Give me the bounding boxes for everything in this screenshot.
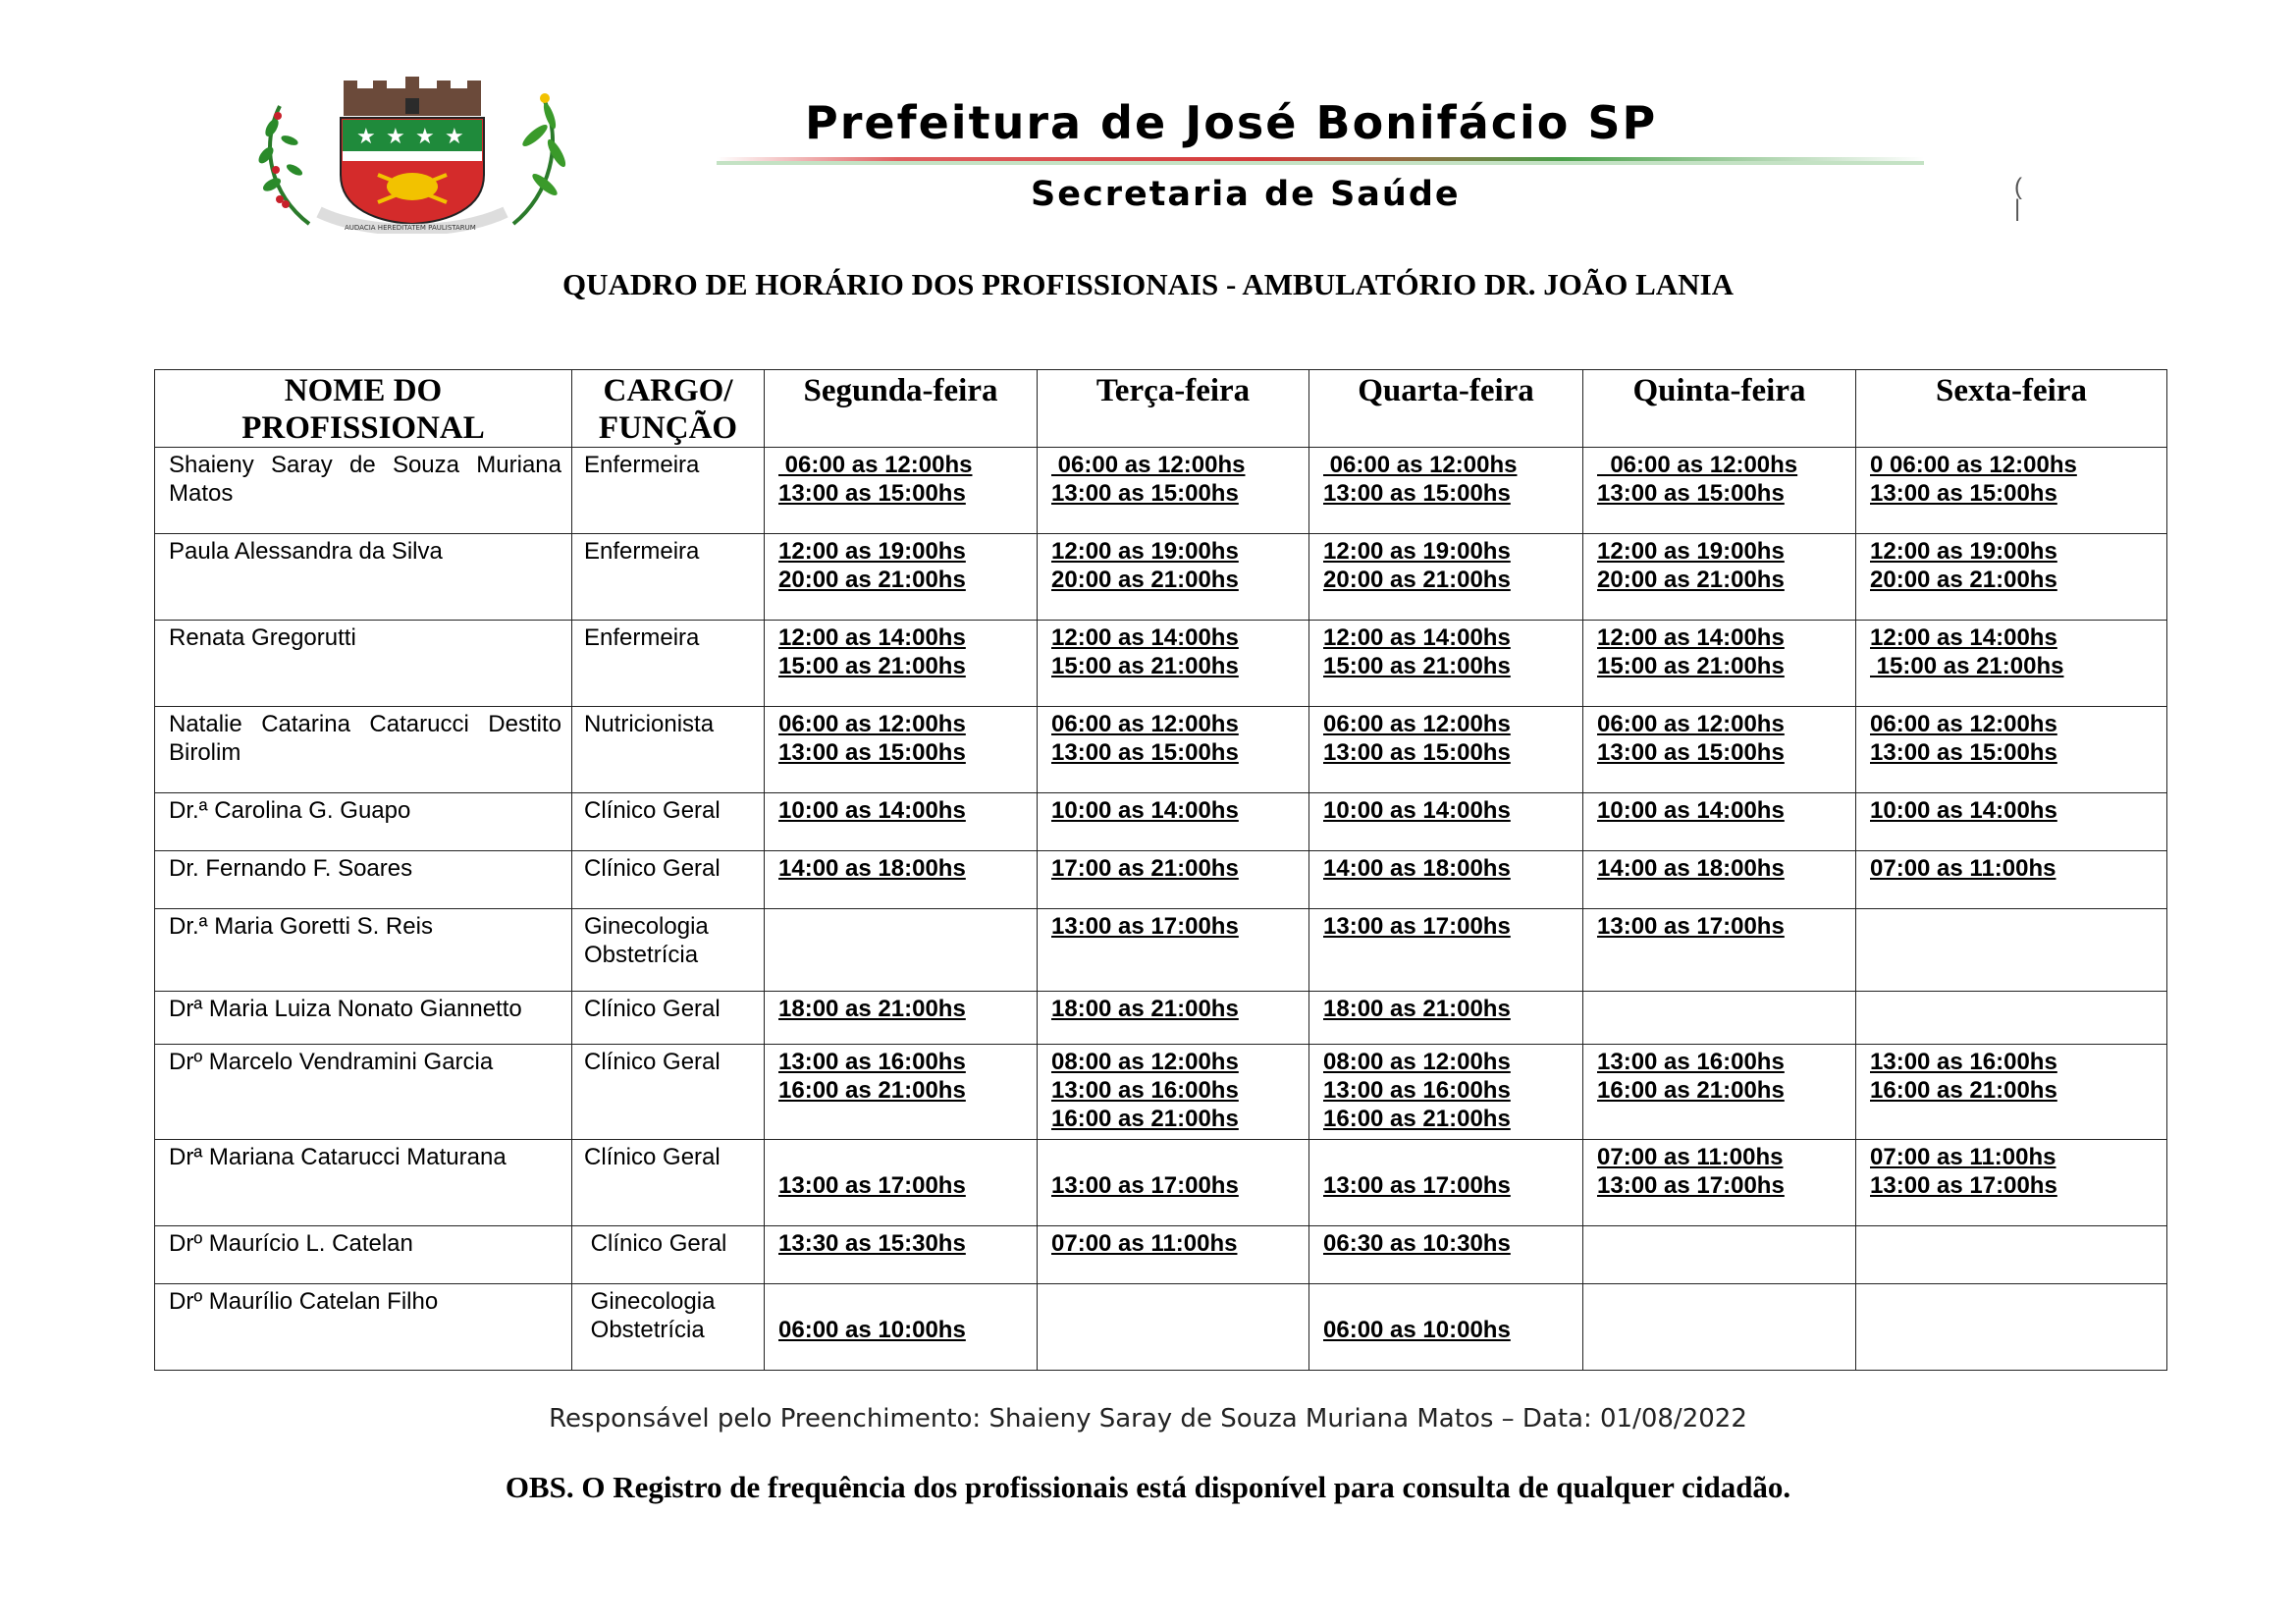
schedule-cell: [1038, 851, 1309, 909]
time-slot: 13:00 as 17:00hs: [1051, 1172, 1239, 1199]
column-header: Quarta-feira: [1309, 370, 1583, 448]
schedule-cell: [1856, 851, 2167, 909]
professional-role: Ginecologia Obstetrícia: [572, 1284, 765, 1371]
time-slot: 20:00 as 21:00hs: [1870, 567, 2057, 593]
schedule-cell: [1583, 707, 1856, 793]
schedule-cell: [1856, 1045, 2167, 1140]
schedule-cell: [1583, 851, 1856, 909]
table-body: [155, 448, 2167, 1371]
column-header: NOME DO PROFISSIONAL: [155, 370, 572, 448]
header-divider: [717, 157, 1924, 165]
schedule-cell: [1583, 1226, 1856, 1284]
time-slot: 06:00 as 12:00hs: [1051, 711, 1239, 737]
time-slot: [778, 1287, 1027, 1316]
time-slot: 06:00 as 12:00hs: [1323, 711, 1511, 737]
page-edge-mark: ( |: [2014, 174, 2022, 222]
crest-motto: AUDACIA HEREDITATEM PAULISTARUM: [345, 224, 476, 232]
time-slot: 20:00 as 21:00hs: [1051, 567, 1239, 593]
secretariat-title: Secretaria de Saúde: [1031, 175, 1461, 214]
time-slot: 10:00 as 14:00hs: [1323, 797, 1511, 824]
time-slot: 18:00 as 21:00hs: [1323, 996, 1511, 1022]
professional-role: Ginecologia Obstetrícia: [572, 909, 765, 992]
svg-text:★: ★: [415, 124, 435, 148]
time-slot: 06:00 as 12:00hs: [1597, 711, 1785, 737]
svg-text:★: ★: [356, 124, 376, 148]
schedule-table: [154, 369, 2167, 1371]
schedule-cell: [1583, 534, 1856, 621]
schedule-cell: [1038, 793, 1309, 851]
table-header-row: [155, 370, 2167, 448]
time-slot: 13:00 as 15:00hs: [1597, 480, 1785, 507]
time-slot: 12:00 as 14:00hs: [1597, 624, 1785, 651]
schedule-cell: [1856, 1140, 2167, 1226]
time-slot: 13:00 as 15:00hs: [778, 739, 966, 766]
time-slot: 14:00 as 18:00hs: [778, 855, 966, 882]
time-slot: 14:00 as 18:00hs: [1597, 855, 1785, 882]
time-slot: 07:00 as 11:00hs: [1870, 1144, 2056, 1170]
table-row: [155, 992, 2167, 1045]
time-slot: 15:00 as 21:00hs: [1870, 653, 2064, 679]
table-row: [155, 448, 2167, 534]
schedule-cell: [1309, 1284, 1583, 1371]
schedule-cell: [1309, 1045, 1583, 1140]
professional-name: Drº Marcelo Vendramini Garcia: [155, 1045, 572, 1140]
time-slot: 06:30 as 10:30hs: [1323, 1230, 1511, 1257]
schedule-cell: [1038, 1045, 1309, 1140]
time-slot: 13:00 as 15:00hs: [778, 480, 966, 507]
schedule-cell: [765, 1226, 1038, 1284]
professional-name: Natalie Catarina Catarucci Destito Birolim: [155, 707, 572, 793]
schedule-cell: [1038, 448, 1309, 534]
time-slot: 0 06:00 as 12:00hs: [1870, 452, 2077, 478]
professional-role: Clínico Geral: [572, 1045, 765, 1140]
time-slot: 13:00 as 17:00hs: [1323, 1172, 1511, 1199]
time-slot: 12:00 as 19:00hs: [1323, 538, 1511, 565]
time-slot: 13:00 as 15:00hs: [1870, 739, 2057, 766]
table-row: [155, 793, 2167, 851]
schedule-cell: [1309, 1226, 1583, 1284]
column-header: Quinta-feira: [1583, 370, 1856, 448]
professional-role: Clínico Geral: [572, 793, 765, 851]
time-slot: 16:00 as 21:00hs: [1870, 1077, 2057, 1104]
time-slot: 12:00 as 14:00hs: [1323, 624, 1511, 651]
schedule-cell: [765, 448, 1038, 534]
schedule-cell: [1309, 707, 1583, 793]
time-slot: [1323, 1287, 1573, 1316]
time-slot: 12:00 as 14:00hs: [1870, 624, 2057, 651]
schedule-cell: [1038, 707, 1309, 793]
schedule-cell: [1856, 909, 2167, 992]
time-slot: [778, 1143, 1027, 1171]
time-slot: 16:00 as 21:00hs: [1051, 1106, 1239, 1132]
schedule-cell: [765, 1284, 1038, 1371]
time-slot: 13:00 as 16:00hs: [1870, 1049, 2057, 1075]
time-slot: 18:00 as 21:00hs: [778, 996, 966, 1022]
schedule-cell: [1583, 909, 1856, 992]
professional-name: Renata Gregorutti: [155, 621, 572, 707]
schedule-cell: [1038, 1140, 1309, 1226]
table-row: [155, 534, 2167, 621]
column-header: Terça-feira: [1038, 370, 1309, 448]
time-slot: 13:00 as 17:00hs: [1597, 1172, 1785, 1199]
time-slot: 10:00 as 14:00hs: [778, 797, 966, 824]
professional-role: Nutricionista: [572, 707, 765, 793]
schedule-cell: [1583, 1140, 1856, 1226]
schedule-cell: [765, 621, 1038, 707]
time-slot: 13:00 as 17:00hs: [1870, 1172, 2057, 1199]
time-slot: 13:00 as 16:00hs: [1051, 1077, 1239, 1104]
schedule-cell: [765, 793, 1038, 851]
time-slot: 12:00 as 19:00hs: [1870, 538, 2057, 565]
time-slot: 12:00 as 14:00hs: [778, 624, 966, 651]
time-slot: 10:00 as 14:00hs: [1870, 797, 2057, 824]
schedule-cell: [1038, 1226, 1309, 1284]
time-slot: 06:00 as 12:00hs: [778, 711, 966, 737]
time-slot: 17:00 as 21:00hs: [1051, 855, 1239, 882]
schedule-cell: [1038, 1284, 1309, 1371]
table-row: [155, 1140, 2167, 1226]
svg-text:★: ★: [445, 124, 464, 148]
table-row: [155, 1284, 2167, 1371]
professional-name: Dr.ª Maria Goretti S. Reis: [155, 909, 572, 992]
time-slot: 13:00 as 15:00hs: [1323, 480, 1511, 507]
time-slot: 07:00 as 11:00hs: [1051, 1230, 1238, 1257]
schedule-cell: [1583, 1045, 1856, 1140]
time-slot: 13:00 as 17:00hs: [1323, 913, 1511, 940]
professional-role: Clínico Geral: [572, 851, 765, 909]
table-row: [155, 1045, 2167, 1140]
professional-role: Clínico Geral: [572, 1140, 765, 1226]
prefecture-title: Prefeitura de José Bonifácio SP: [805, 96, 1658, 149]
time-slot: 12:00 as 19:00hs: [1597, 538, 1785, 565]
schedule-cell: [1309, 621, 1583, 707]
professional-role: Clínico Geral: [572, 1226, 765, 1284]
schedule-cell: [765, 851, 1038, 909]
schedule-cell: [1583, 448, 1856, 534]
time-slot: 15:00 as 21:00hs: [1051, 653, 1239, 679]
time-slot: 20:00 as 21:00hs: [778, 567, 966, 593]
professional-name: Dr.ª Carolina G. Guapo: [155, 793, 572, 851]
professional-name: Drº Maurílio Catelan Filho: [155, 1284, 572, 1371]
time-slot: 13:00 as 16:00hs: [1597, 1049, 1785, 1075]
table-row: [155, 707, 2167, 793]
time-slot: 15:00 as 21:00hs: [778, 653, 966, 679]
time-slot: 13:00 as 17:00hs: [1051, 913, 1239, 940]
schedule-cell: [1856, 992, 2167, 1045]
time-slot: 06:00 as 12:00hs: [1051, 452, 1246, 478]
column-header: Sexta-feira: [1856, 370, 2167, 448]
time-slot: 06:00 as 10:00hs: [1323, 1317, 1511, 1343]
time-slot: [1323, 1143, 1573, 1171]
observation-note: OBS. O Registro de frequência dos profissionais está disponível para consulta de qualquer cidadão.: [505, 1470, 1791, 1504]
svg-text:★: ★: [386, 124, 405, 148]
time-slot: 13:00 as 15:00hs: [1597, 739, 1785, 766]
schedule-cell: [1309, 1140, 1583, 1226]
time-slot: 06:00 as 12:00hs: [1597, 452, 1798, 478]
schedule-cell: [1856, 1226, 2167, 1284]
schedule-cell: [1583, 1284, 1856, 1371]
time-slot: 08:00 as 12:00hs: [1323, 1049, 1511, 1075]
schedule-cell: [1856, 448, 2167, 534]
time-slot: 06:00 as 12:00hs: [1870, 711, 2057, 737]
time-slot: 10:00 as 14:00hs: [1597, 797, 1785, 824]
time-slot: 06:00 as 12:00hs: [1323, 452, 1518, 478]
schedule-cell: [1856, 534, 2167, 621]
schedule-cell: [1856, 1284, 2167, 1371]
municipal-crest-icon: [250, 77, 574, 234]
page-header: [0, 0, 2296, 245]
schedule-cell: [765, 992, 1038, 1045]
professional-role: Enfermeira: [572, 534, 765, 621]
column-header: CARGO/ FUNÇÃO: [572, 370, 765, 448]
time-slot: 13:00 as 17:00hs: [778, 1172, 966, 1199]
document-title: QUADRO DE HORÁRIO DOS PROFISSIONAIS - AMBULATÓRIO DR. JOÃO LANIA: [561, 267, 1735, 301]
time-slot: 18:00 as 21:00hs: [1051, 996, 1239, 1022]
time-slot: 13:00 as 16:00hs: [1323, 1077, 1511, 1104]
professional-role: Clínico Geral: [572, 992, 765, 1045]
table-row: [155, 909, 2167, 992]
time-slot: 13:30 as 15:30hs: [778, 1230, 966, 1257]
schedule-cell: [1038, 909, 1309, 992]
schedule-cell: [765, 909, 1038, 992]
schedule-cell: [1583, 621, 1856, 707]
time-slot: 13:00 as 17:00hs: [1597, 913, 1785, 940]
schedule-cell: [1583, 992, 1856, 1045]
time-slot: 12:00 as 14:00hs: [1051, 624, 1239, 651]
time-slot: [1051, 1143, 1299, 1171]
column-header: Segunda-feira: [765, 370, 1038, 448]
time-slot: 16:00 as 21:00hs: [1597, 1077, 1785, 1104]
schedule-cell: [1309, 448, 1583, 534]
schedule-cell: [1309, 992, 1583, 1045]
schedule-cell: [1309, 534, 1583, 621]
table-row: [155, 1226, 2167, 1284]
professional-role: Enfermeira: [572, 448, 765, 534]
schedule-cell: [1856, 621, 2167, 707]
schedule-cell: [1038, 534, 1309, 621]
time-slot: 06:00 as 12:00hs: [778, 452, 973, 478]
time-slot: 15:00 as 21:00hs: [1323, 653, 1511, 679]
time-slot: 13:00 as 15:00hs: [1051, 739, 1239, 766]
professional-name: Drº Maurício L. Catelan: [155, 1226, 572, 1284]
professional-name: Drª Maria Luiza Nonato Giannetto: [155, 992, 572, 1045]
schedule-cell: [1309, 851, 1583, 909]
time-slot: 13:00 as 15:00hs: [1870, 480, 2057, 507]
time-slot: 13:00 as 16:00hs: [778, 1049, 966, 1075]
time-slot: 14:00 as 18:00hs: [1323, 855, 1511, 882]
time-slot: 08:00 as 12:00hs: [1051, 1049, 1239, 1075]
schedule-cell: [1038, 621, 1309, 707]
professional-role: Enfermeira: [572, 621, 765, 707]
time-slot: 12:00 as 19:00hs: [1051, 538, 1239, 565]
professional-name: Paula Alessandra da Silva: [155, 534, 572, 621]
schedule-cell: [1309, 909, 1583, 992]
time-slot: 20:00 as 21:00hs: [1597, 567, 1785, 593]
table-row: [155, 851, 2167, 909]
time-slot: 07:00 as 11:00hs: [1870, 855, 2056, 882]
time-slot: 12:00 as 19:00hs: [778, 538, 966, 565]
table-row: [155, 621, 2167, 707]
time-slot: 20:00 as 21:00hs: [1323, 567, 1511, 593]
time-slot: 16:00 as 21:00hs: [778, 1077, 966, 1104]
responsible-note: Responsável pelo Preenchimento: Shaieny Saray de Souza Muriana Matos – Data: 01/08/2022: [549, 1404, 1747, 1434]
schedule-cell: [1309, 793, 1583, 851]
schedule-cell: [1038, 992, 1309, 1045]
professional-name: Drª Mariana Catarucci Maturana: [155, 1140, 572, 1226]
schedule-cell: [765, 707, 1038, 793]
schedule-cell: [1856, 707, 2167, 793]
schedule-cell: [765, 1045, 1038, 1140]
time-slot: 06:00 as 10:00hs: [778, 1317, 966, 1343]
professional-name: Dr. Fernando F. Soares: [155, 851, 572, 909]
time-slot: 07:00 as 11:00hs: [1597, 1144, 1784, 1170]
time-slot: 10:00 as 14:00hs: [1051, 797, 1239, 824]
schedule-cell: [765, 1140, 1038, 1226]
time-slot: 13:00 as 15:00hs: [1051, 480, 1239, 507]
time-slot: 16:00 as 21:00hs: [1323, 1106, 1511, 1132]
schedule-cell: [1856, 793, 2167, 851]
schedule-cell: [1583, 793, 1856, 851]
professional-name: Shaieny Saray de Souza Muriana Matos: [155, 448, 572, 534]
time-slot: 15:00 as 21:00hs: [1597, 653, 1785, 679]
schedule-cell: [765, 534, 1038, 621]
time-slot: 13:00 as 15:00hs: [1323, 739, 1511, 766]
